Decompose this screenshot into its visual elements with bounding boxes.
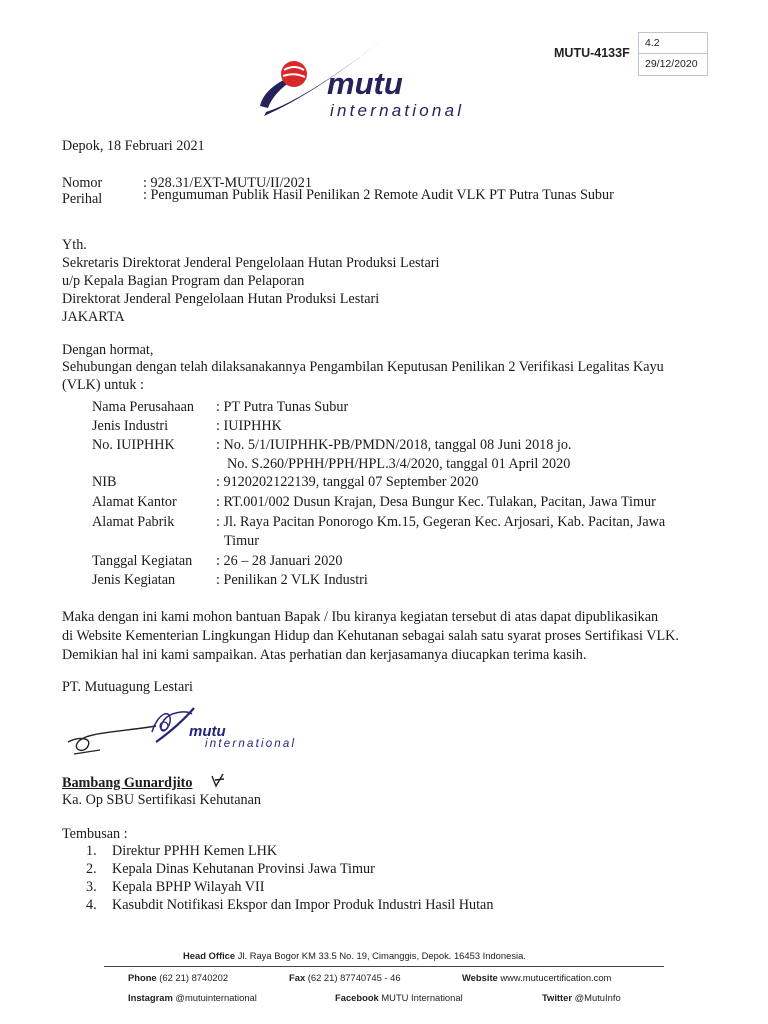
- cc-item: 2. Kepala Dinas Kehutanan Provinsi Jawa Timur: [86, 861, 375, 877]
- footer-divider: [104, 966, 664, 967]
- cc-item: 1. Direktur PPHH Kemen LHK: [86, 843, 278, 859]
- intro-line: (VLK) untuk :: [62, 377, 144, 393]
- salutation: Dengan hormat,: [62, 342, 154, 358]
- detail-label: Alamat Kantor: [92, 494, 177, 510]
- logo-wordmark: mutu: [327, 66, 403, 101]
- detail-label: Nama Perusahaan: [92, 399, 195, 415]
- form-date: 29/12/2020: [645, 58, 698, 70]
- closing-line: Demikian hal ini kami sampaikan. Atas perhatian dan kerjasamanya diucapkan terima kasih.: [62, 647, 587, 663]
- detail-value: : IUIPHHK: [216, 418, 282, 434]
- footer-instagram: Instagram @mutuinternational: [128, 992, 257, 1003]
- closing-line: di Website Kementerian Lingkungan Hidup dan Kehutanan sebagai salah satu syarat proses Sertifikasi VLK.: [62, 628, 679, 644]
- detail-value: : 26 – 28 Januari 2020: [216, 553, 343, 569]
- closing-paragraph: [62, 608, 679, 665]
- detail-value: : Jl. Raya Pacitan Ponorogo Km.15, Gegeran Kec. Arjosari, Kab. Pacitan, Jawa: [216, 514, 666, 530]
- intro-line: Sehubungan dengan telah dilaksanakannya Pengambilan Keputusan Penilikan 2 Verifikasi Legalitas Kayu: [62, 359, 664, 375]
- form-version: 4.2: [639, 33, 707, 54]
- nomor-value: : 928.31/EXT-MUTU/II/2021: [143, 175, 312, 191]
- recipient-line: JAKARTA: [62, 309, 125, 325]
- signature-scribble: [60, 702, 200, 762]
- detail-value: No. S.260/PPHH/PPH/HPL.3/4/2020, tanggal 01 April 2020: [227, 456, 571, 472]
- footer-fax: Fax (62 21) 87740745 - 46: [289, 972, 401, 983]
- detail-value: : 9120202122139, tanggal 07 September 2020: [216, 474, 479, 490]
- detail-label: Alamat Pabrik: [92, 514, 175, 530]
- initial-mark: [210, 772, 226, 788]
- company-name: PT. Mutuagung Lestari: [62, 679, 193, 695]
- signer-title: Ka. Op SBU Sertifikasi Kehutanan: [62, 792, 261, 808]
- form-version-box: [638, 32, 708, 76]
- intro-paragraph: [62, 358, 664, 394]
- detail-value: : PT Putra Tunas Subur: [216, 399, 349, 415]
- stamp-subtitle: international: [205, 738, 297, 750]
- detail-value: : No. 5/1/IUIPHHK-PB/PMDN/2018, tanggal 08 Juni 2018 jo.: [216, 437, 572, 453]
- recipient-block: [62, 236, 439, 326]
- form-code: MUTU-4133F: [554, 46, 630, 60]
- footer-website: Website www.mutucertification.com: [462, 972, 612, 983]
- stamp-wordmark: mutu: [189, 723, 226, 740]
- detail-label: Tanggal Kegiatan: [92, 553, 193, 569]
- detail-value: : RT.001/002 Dusun Krajan, Desa Bungur Kec. Tulakan, Pacitan, Jawa Timur: [216, 494, 656, 510]
- detail-label: NIB: [92, 474, 117, 490]
- detail-label: Jenis Industri: [92, 418, 169, 434]
- cc-list: [86, 842, 493, 914]
- logo-subtitle: international: [330, 101, 465, 120]
- detail-label: No. IUIPHHK: [92, 437, 175, 453]
- perihal-value: : Pengumuman Publik Hasil Penilikan 2 Remote Audit VLK PT Putra Tunas Subur: [143, 187, 614, 203]
- signer-name: Bambang Gunardjito: [62, 775, 193, 791]
- cc-item: 3. Kepala BPHP Wilayah VII: [86, 879, 265, 895]
- nomor-label: Nomor: [62, 175, 103, 191]
- footer-twitter: Twitter @MutuInfo: [542, 992, 621, 1003]
- footer-facebook: Facebook MUTU International: [335, 992, 463, 1003]
- detail-value: Timur: [224, 533, 259, 549]
- recipient-line: Direktorat Jenderal Pengelolaan Hutan Produksi Lestari: [62, 291, 380, 307]
- recipient-line: u/p Kepala Bagian Program dan Pelaporan: [62, 273, 305, 289]
- cc-title: Tembusan :: [62, 826, 128, 842]
- place-date: Depok, 18 Februari 2021: [62, 138, 205, 154]
- detail-value: : Penilikan 2 VLK Industri: [216, 572, 368, 588]
- detail-label: Jenis Kegiatan: [92, 572, 176, 588]
- perihal-label: Perihal: [62, 191, 103, 207]
- recipient-line: Yth.: [62, 237, 87, 253]
- recipient-line: Sekretaris Direktorat Jenderal Pengelolaan Hutan Produksi Lestari: [62, 255, 440, 271]
- cc-item: 4. Kasubdit Notifikasi Ekspor dan Impor Produk Industri Hasil Hutan: [86, 897, 494, 913]
- footer-head-office: Head Office Jl. Raya Bogor KM 33.5 No. 19, Cimanggis, Depok. 16453 Indonesia.: [183, 950, 526, 961]
- closing-line: Maka dengan ini kami mohon bantuan Bapak / Ibu kiranya kegiatan tersebut di atas dapat dipublikasikan: [62, 609, 659, 625]
- footer-phone: Phone (62 21) 8740202: [128, 972, 229, 983]
